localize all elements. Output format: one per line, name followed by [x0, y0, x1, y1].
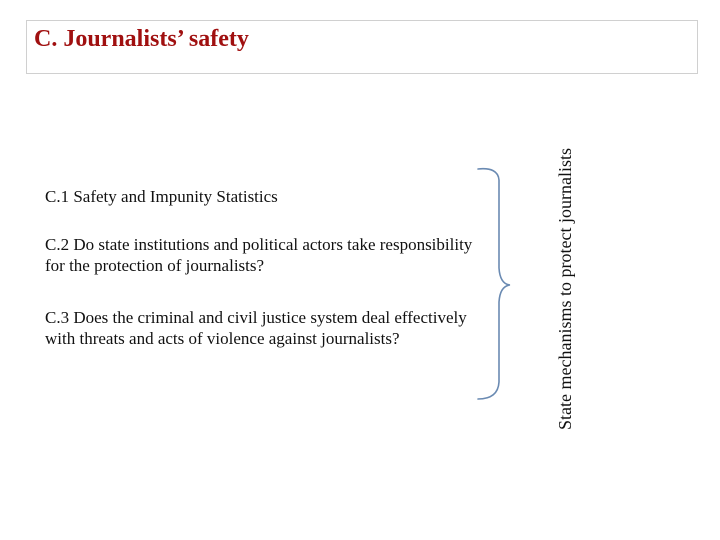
item-c1: C.1 Safety and Impunity Statistics [45, 187, 278, 206]
side-label: State mechanisms to protect journalists [555, 148, 575, 430]
slide-title: C. Journalists’ safety [34, 26, 249, 52]
right-curly-bracket [476, 160, 536, 410]
item-c3: C.3 Does the criminal and civil justice system deal effectively with threats and acts of violence against journalists? [45, 308, 467, 348]
item-c2: C.2 Do state institutions and political actors take responsibility for the protection of journalists? [45, 235, 473, 275]
title-box [26, 20, 698, 74]
